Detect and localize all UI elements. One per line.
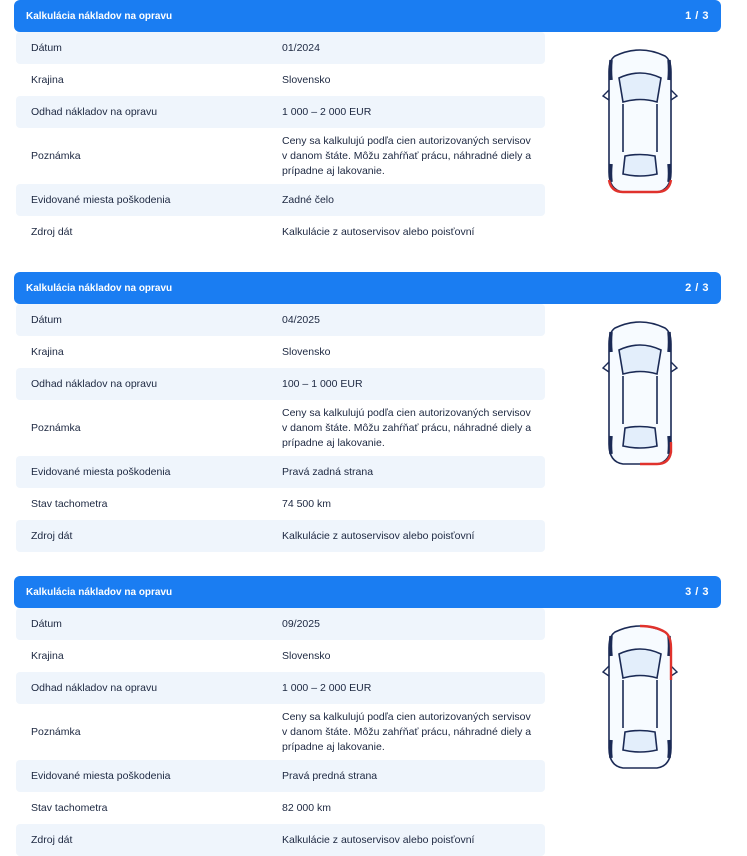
row-label: Evidované miesta poškodenia [31, 466, 171, 478]
row-note [16, 128, 545, 184]
row-label: Krajina [31, 650, 64, 662]
row-label: Zdroj dát [31, 530, 73, 542]
row-country [16, 640, 545, 672]
row-odometer [16, 792, 545, 824]
row-value: 82 000 km [282, 801, 332, 814]
row-cost-estimate [16, 368, 545, 400]
row-label: Odhad nákladov na opravu [31, 378, 158, 390]
row-cost-estimate [16, 96, 545, 128]
row-value: 04/2025 [282, 313, 320, 326]
row-label: Krajina [31, 346, 64, 358]
row-note [16, 400, 545, 456]
row-odometer [16, 488, 545, 520]
card-title: Kalkulácia nákladov na opravu [26, 282, 173, 294]
card-title: Kalkulácia nákladov na opravu [26, 10, 173, 22]
card-counter: 2 / 3 [685, 282, 709, 294]
row-label: Poznámka [31, 150, 81, 162]
row-value: 74 500 km [282, 497, 332, 510]
row-value: 09/2025 [282, 617, 320, 630]
detail-table [16, 304, 545, 552]
row-date [16, 32, 545, 64]
row-value: Pravá predná strana [282, 769, 378, 782]
row-label: Evidované miesta poškodenia [31, 770, 171, 782]
row-value: Kalkulácie z autoservisov alebo poisťovní [282, 225, 475, 238]
row-label: Odhad nákladov na opravu [31, 682, 158, 694]
row-label: Stav tachometra [31, 802, 108, 814]
row-value: 100 – 1 000 EUR [282, 377, 363, 390]
row-data-source [16, 824, 545, 856]
row-cost-estimate [16, 672, 545, 704]
car-damage-diagram [595, 314, 685, 469]
card-header [14, 272, 721, 304]
row-damage-location [16, 760, 545, 792]
row-label: Poznámka [31, 726, 81, 738]
row-value: Slovensko [282, 73, 331, 86]
row-label: Poznámka [31, 422, 81, 434]
car-damage-diagram [595, 618, 685, 773]
row-label: Zdroj dát [31, 834, 73, 846]
row-data-source [16, 520, 545, 552]
row-value: Pravá zadná strana [282, 465, 374, 478]
car-damage-diagram [595, 42, 685, 197]
row-date [16, 304, 545, 336]
card-counter: 1 / 3 [685, 10, 709, 22]
row-country [16, 64, 545, 96]
row-label: Stav tachometra [31, 498, 108, 510]
row-note [16, 704, 545, 760]
row-value: Ceny sa kalkulujú podľa cien autorizovaných servisov v danom štáte. Môžu zahŕňať prácu, náhradné diely a prípadne aj lakovanie. [282, 406, 532, 449]
row-value: Slovensko [282, 345, 331, 358]
row-label: Krajina [31, 74, 64, 86]
row-value: Kalkulácie z autoservisov alebo poisťovní [282, 529, 475, 542]
row-value: Ceny sa kalkulujú podľa cien autorizovaných servisov v danom štáte. Môžu zahŕňať prácu, náhradné diely a prípadne aj lakovanie. [282, 710, 532, 753]
row-date [16, 608, 545, 640]
row-value: Kalkulácie z autoservisov alebo poisťovní [282, 833, 475, 846]
row-label: Dátum [31, 42, 62, 54]
row-data-source [16, 216, 545, 248]
detail-table [16, 608, 545, 856]
repair-cost-card-2 [14, 272, 721, 542]
row-value: Slovensko [282, 649, 331, 662]
row-label: Dátum [31, 618, 62, 630]
card-counter: 3 / 3 [685, 586, 709, 598]
card-title: Kalkulácia nákladov na opravu [26, 586, 173, 598]
repair-cost-card-1 [14, 0, 721, 238]
repair-cost-card-3 [14, 576, 721, 846]
row-value: 01/2024 [282, 41, 320, 54]
card-header [14, 576, 721, 608]
row-label: Zdroj dát [31, 226, 73, 238]
row-damage-location [16, 184, 545, 216]
row-label: Evidované miesta poškodenia [31, 194, 171, 206]
row-country [16, 336, 545, 368]
row-damage-location [16, 456, 545, 488]
row-value: 1 000 – 2 000 EUR [282, 681, 372, 694]
row-value: Ceny sa kalkulujú podľa cien autorizovaných servisov v danom štáte. Môžu zahŕňať prácu, náhradné diely a prípadne aj lakovanie. [282, 134, 532, 177]
row-label: Dátum [31, 314, 62, 326]
detail-table [16, 32, 545, 248]
row-value: Zadné čelo [282, 193, 334, 206]
card-header [14, 0, 721, 32]
row-label: Odhad nákladov na opravu [31, 106, 158, 118]
row-value: 1 000 – 2 000 EUR [282, 105, 372, 118]
